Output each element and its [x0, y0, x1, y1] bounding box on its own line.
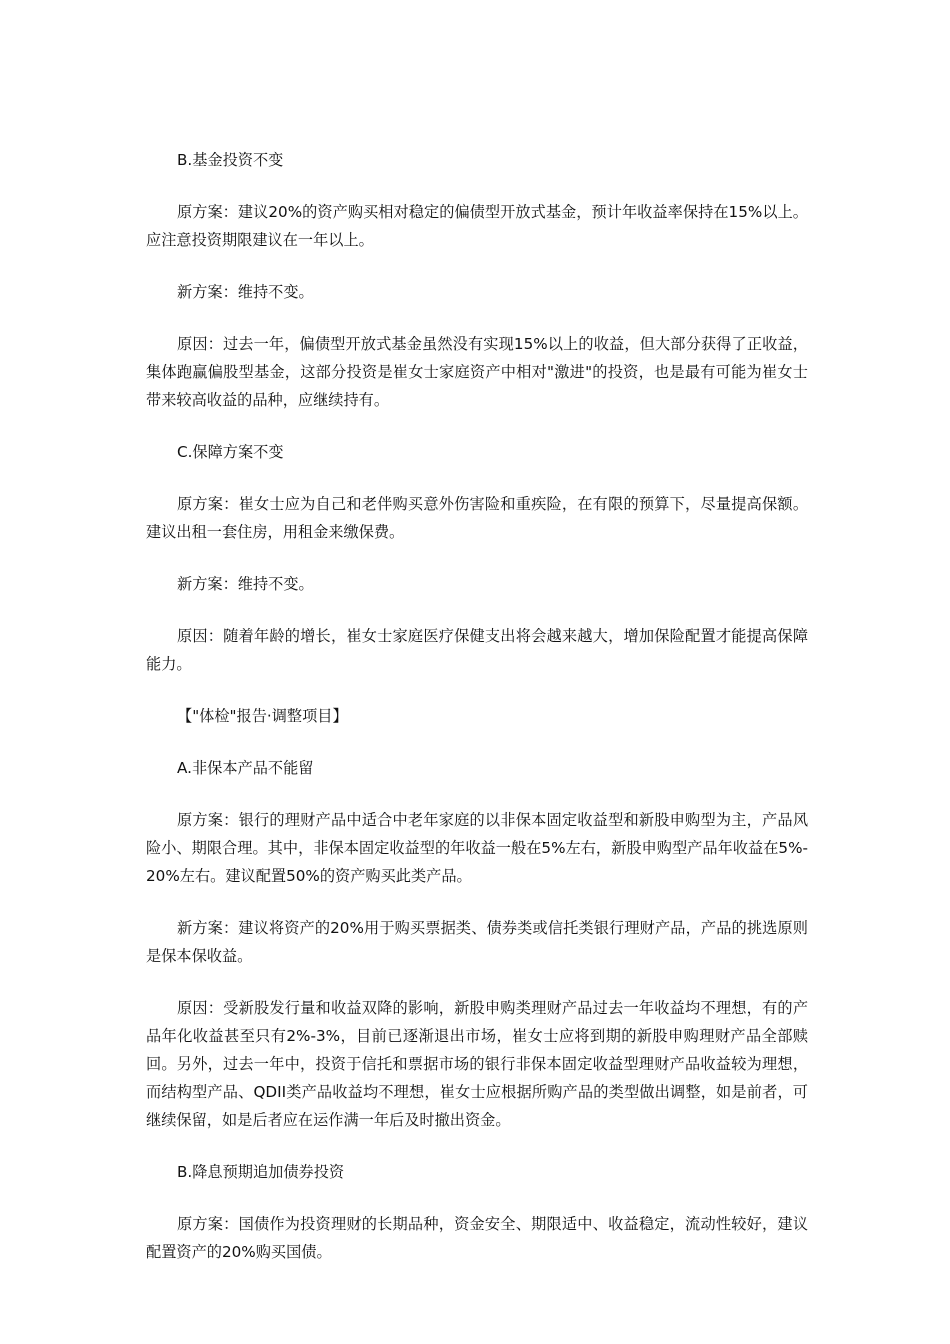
paragraph-nonprincipal-new: 新方案：建议将资产的20%用于购买票据类、债券类或信托类银行理财产品，产品的挑选原则是保本保收益。 [146, 919, 808, 965]
paragraph-insurance-reason: 原因：随着年龄的增长，崔女士家庭医疗保健支出将会越来越大，增加保险配置才能提高保障能力。 [146, 627, 808, 673]
paragraph-bonds-original: 原方案：国债作为投资理财的长期品种，资金安全、期限适中、收益稳定，流动性较好，建议配置资产的20%购买国债。 [146, 1215, 808, 1261]
section-heading-nonprincipal: A.非保本产品不能留 [177, 759, 314, 777]
section-heading-bonds: B.降息预期追加债券投资 [177, 1163, 345, 1181]
paragraph-fund-new: 新方案：维持不变。 [177, 283, 314, 301]
section-heading-report: 【"体检"报告·调整项目】 [177, 707, 348, 725]
paragraph-nonprincipal-reason: 原因：受新股发行量和收益双降的影响，新股申购类理财产品过去一年收益均不理想，有的产品年化收益甚至只有2%-3%，目前已逐渐退出市场，崔女士应将到期的新股申购理财产品全部赎回。另外，过去一年中，投资于信托和票据市场的银行非保本固定收益型理财产品收益较为理想，而结构型产品、QDII类产品收益均不理想，崔女士应根据所购产品的类型做出调整，如是前者，可继续保留，如是后者应在运作满一年后及时撤出资金。 [146, 999, 808, 1129]
paragraph-fund-original: 原方案：建议20%的资产购买相对稳定的偏债型开放式基金，预计年收益率保持在15%以上。应注意投资期限建议在一年以上。 [146, 203, 808, 249]
paragraph-insurance-original: 原方案：崔女士应为自己和老伴购买意外伤害险和重疾险，在有限的预算下，尽量提高保额。建议出租一套住房，用租金来缴保费。 [146, 495, 808, 541]
section-heading-fund: B.基金投资不变 [177, 151, 284, 169]
paragraph-insurance-new: 新方案：维持不变。 [177, 575, 314, 593]
document-page [146, 146, 808, 1290]
paragraph-nonprincipal-original: 原方案：银行的理财产品中适合中老年家庭的以非保本固定收益型和新股申购型为主，产品风险小、期限合理。其中，非保本固定收益型的年收益一般在5%左右，新股申购型产品年收益在5%-20%左右。建议配置50%的资产购买此类产品。 [146, 811, 808, 885]
paragraph-fund-reason: 原因：过去一年，偏债型开放式基金虽然没有实现15%以上的收益，但大部分获得了正收益，集体跑赢偏股型基金，这部分投资是崔女士家庭资产中相对"激进"的投资，也是最有可能为崔女士带来较高收益的品种，应继续持有。 [146, 335, 808, 409]
section-heading-insurance: C.保障方案不变 [177, 443, 284, 461]
